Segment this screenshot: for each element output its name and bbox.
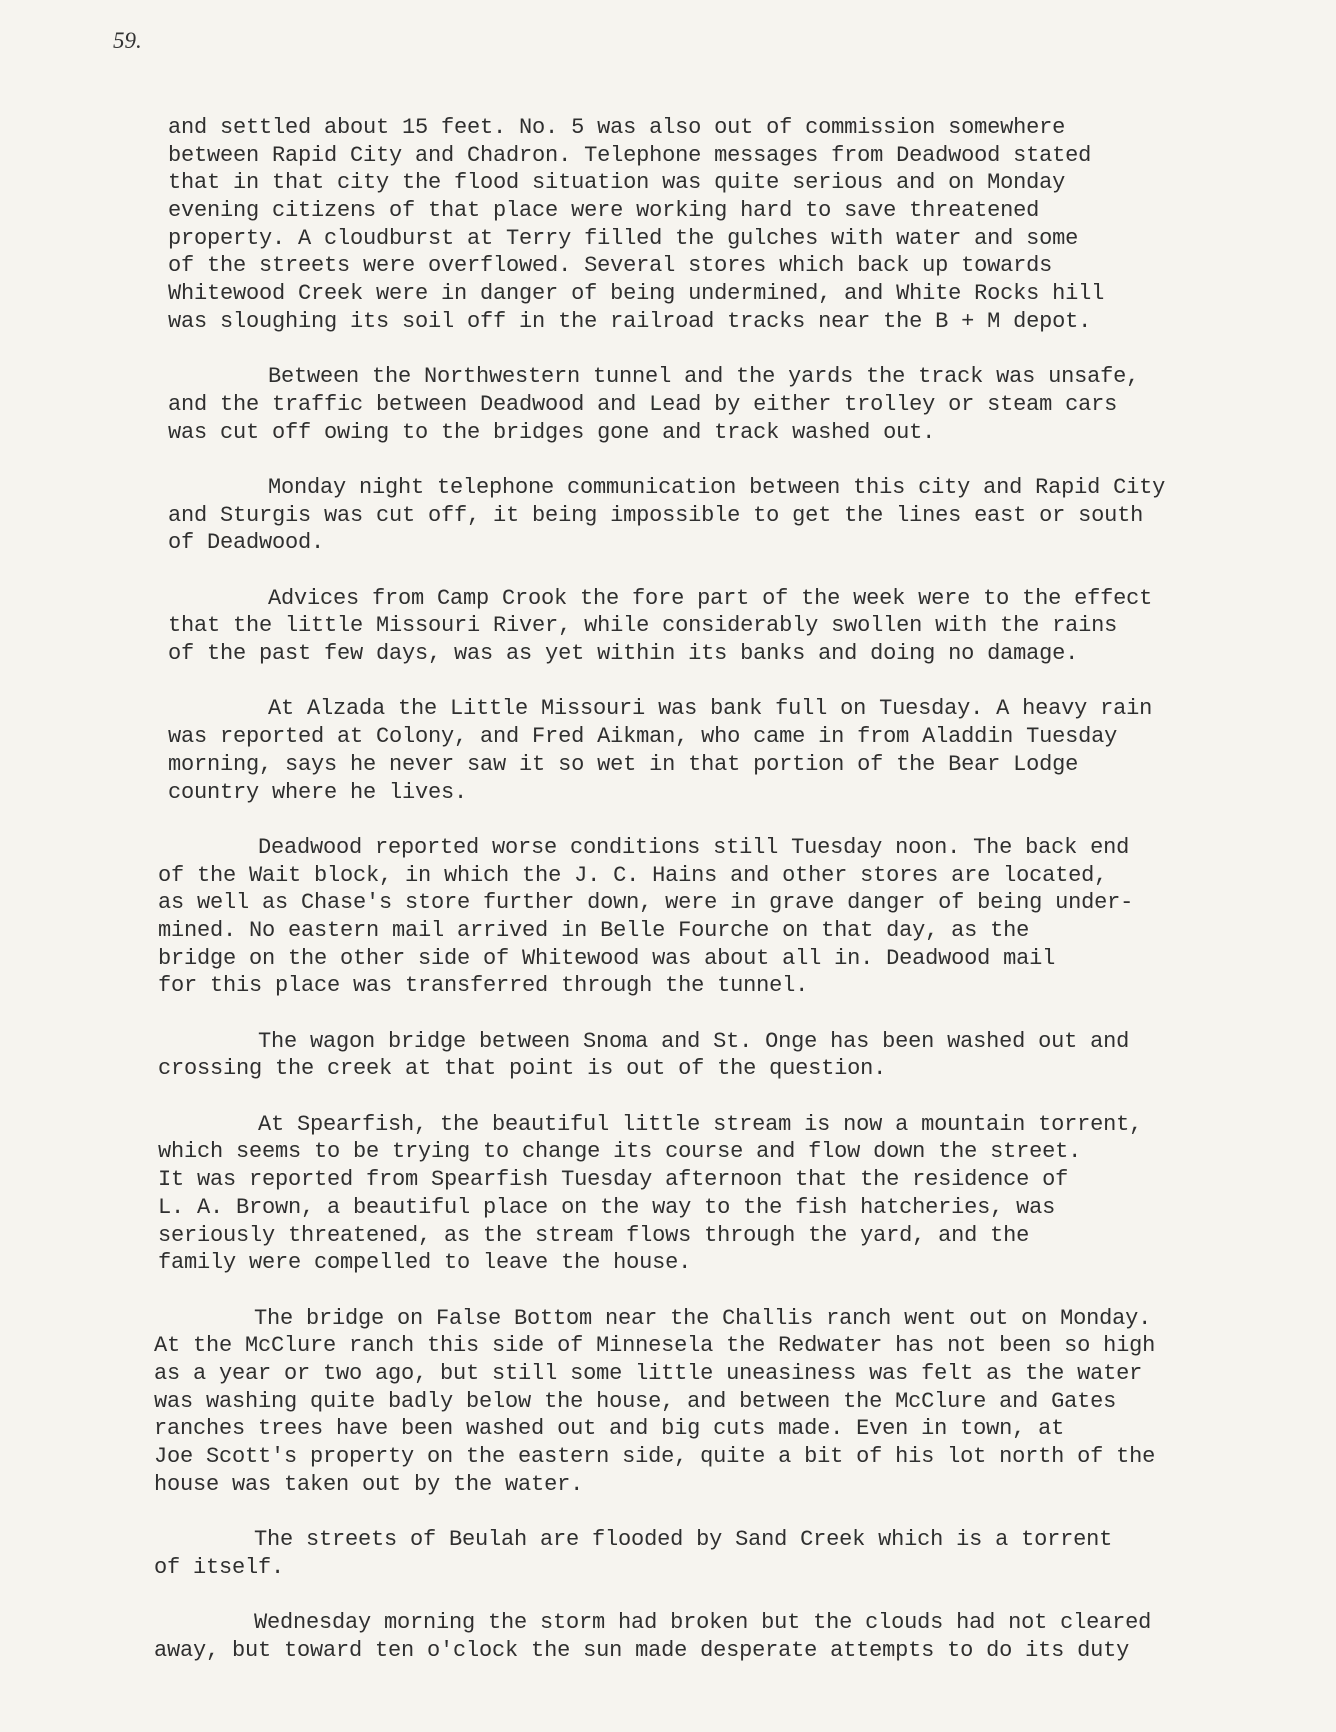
- paragraph: [158, 834, 1248, 1000]
- text-line: Wednesday morning the storm had broken but the clouds had not cleared: [254, 1610, 1152, 1636]
- text-line: was reported at Colony, and Fred Aikman, who came in from Aladdin Tuesday: [168, 724, 1118, 750]
- text-line: of Deadwood.: [168, 530, 325, 556]
- text-line: evening citizens of that place were working hard to save threatened: [168, 198, 1040, 224]
- text-line: of the past few days, was as yet within its banks and doing no damage.: [168, 641, 1079, 667]
- text-line: bridge on the other side of Whitewood was about all in. Deadwood mail: [158, 945, 1056, 971]
- text-line: It was reported from Spearfish Tuesday afternoon that the residence of: [158, 1167, 1069, 1193]
- paragraph: [168, 695, 1248, 806]
- text-line: as well as Chase's store further down, were in grave danger of being under-: [158, 890, 1134, 916]
- paragraph: [168, 363, 1248, 446]
- paragraph: [168, 114, 1248, 336]
- text-line: for this place was transferred through the tunnel.: [158, 973, 809, 999]
- text-line: and settled about 15 feet. No. 5 was also out of commission somewhere: [168, 115, 1066, 140]
- text-line: of the Wait block, in which the J. C. Hains and other stores are located,: [158, 862, 1108, 888]
- text-line: as a year or two ago, but still some little uneasiness was felt as the water: [154, 1360, 1143, 1386]
- text-line: of itself.: [154, 1554, 285, 1580]
- paragraph: [158, 1111, 1248, 1277]
- text-line: The wagon bridge between Snoma and St. Onge has been washed out and: [258, 1028, 1130, 1054]
- text-line: seriously threatened, as the stream flows through the yard, and the: [158, 1222, 1030, 1248]
- text-line: At the McClure ranch this side of Minnesela the Redwater has not been so high: [154, 1333, 1156, 1359]
- text-line: between Rapid City and Chadron. Telephone messages from Deadwood stated: [168, 142, 1092, 168]
- paragraph: [154, 1305, 1248, 1499]
- text-line: Monday night telephone communication between this city and Rapid City: [268, 474, 1166, 500]
- text-line: of the streets were overflowed. Several stores which back up towards: [168, 253, 1053, 279]
- text-line: Deadwood reported worse conditions still Tuesday noon. The back end: [258, 834, 1130, 860]
- text-line: Between the Northwestern tunnel and the yards the track was unsafe,: [268, 364, 1140, 390]
- text-line: that in that city the flood situation was quite serious and on Monday: [168, 170, 1066, 196]
- paragraph: [168, 474, 1248, 557]
- text-line: crossing the creek at that point is out of the question.: [158, 1056, 887, 1082]
- text-line: family were compelled to leave the house.: [158, 1250, 692, 1276]
- text-line: Advices from Camp Crook the fore part of the week were to the effect: [268, 585, 1153, 611]
- text-line: and the traffic between Deadwood and Lead by either trolley or steam cars: [168, 391, 1118, 417]
- text-line: morning, says he never saw it so wet in that portion of the Bear Lodge: [168, 751, 1079, 777]
- page-number: 59.: [113, 28, 142, 53]
- text-line: At Spearfish, the beautiful little stream is now a mountain torrent,: [258, 1111, 1143, 1137]
- text-line: property. A cloudburst at Terry filled the gulches with water and some: [168, 225, 1079, 251]
- paragraph: [168, 585, 1248, 668]
- text-line: The bridge on False Bottom near the Challis ranch went out on Monday.: [254, 1305, 1152, 1331]
- text-line: was cut off owing to the bridges gone and track washed out.: [168, 419, 936, 445]
- text-line: which seems to be trying to change its course and flow down the street.: [158, 1139, 1082, 1165]
- paragraph: [158, 1028, 1248, 1083]
- text-line: country where he lives.: [168, 779, 468, 805]
- text-line: that the little Missouri River, while considerably swollen with the rains: [168, 613, 1118, 639]
- text-line: house was taken out by the water.: [154, 1471, 584, 1497]
- text-line: mined. No eastern mail arrived in Belle Fourche on that day, as the: [158, 917, 1030, 943]
- document-body: [154, 114, 1248, 1665]
- text-line: Whitewood Creek were in danger of being undermined, and White Rocks hill: [168, 281, 1105, 307]
- text-line: was washing quite badly below the house, and between the McClure and Gates: [154, 1388, 1117, 1414]
- text-line: The streets of Beulah are flooded by Sand Creek which is a torrent: [254, 1527, 1113, 1553]
- text-line: away, but toward ten o'clock the sun made desperate attempts to do its duty: [154, 1637, 1130, 1663]
- text-line: ranches trees have been washed out and big cuts made. Even in town, at: [154, 1416, 1065, 1442]
- paragraph: [154, 1609, 1248, 1664]
- text-line: and Sturgis was cut off, it being impossible to get the lines east or south: [168, 502, 1144, 528]
- text-line: At Alzada the Little Missouri was bank full on Tuesday. A heavy rain: [268, 696, 1153, 722]
- text-line: L. A. Brown, a beautiful place on the way to the fish hatcheries, was: [158, 1194, 1056, 1220]
- text-line: was sloughing its soil off in the railroad tracks near the B + M depot.: [168, 308, 1092, 334]
- text-line: Joe Scott's property on the eastern side, quite a bit of his lot north of the: [154, 1444, 1156, 1469]
- paragraph: [154, 1526, 1248, 1581]
